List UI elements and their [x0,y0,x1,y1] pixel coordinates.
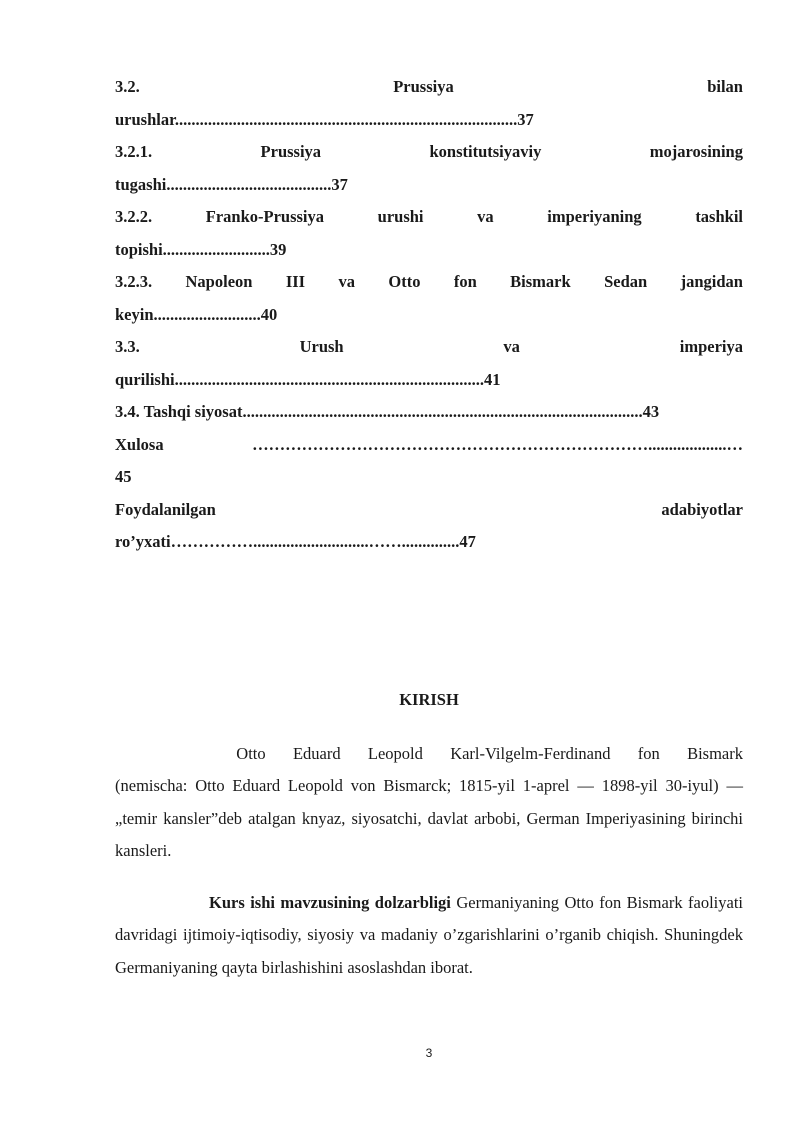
toc-line [115,432,743,465]
toc-leader-line: 3.4. Tashqi siyosat.................................................................................................43 [115,402,660,421]
toc-word: urushi [377,207,424,226]
intro-paragraph [115,738,743,867]
word: Eduard [292,744,341,763]
toc-leader-line: keyin..........................40 [115,304,278,324]
toc-line [115,497,743,530]
toc-word: Prussiya [260,142,322,161]
toc-entry-3-2-1[interactable] [115,139,743,204]
toc-entry-xulosa[interactable] [115,432,743,497]
toc-entry-3-4[interactable] [115,399,743,432]
toc-leader-dots: ………………………………………………………………...................… [252,434,743,454]
toc-word: Bismark [510,272,571,291]
toc-word: konstitutsiyaviy [429,142,542,161]
toc-line [115,269,743,302]
toc-leader-line: ro’yxati……………............................……..............47 [115,532,476,551]
toc-entry-3-2-2[interactable] [115,204,743,269]
toc-word: jangidan [680,272,743,291]
toc-word: tashkil [695,207,743,226]
page-number: 3 [425,1046,433,1060]
toc-word: 3.2. [115,77,140,96]
paragraph-body: Germaniyaning Otto fon Bismark faoliyati davridagi ijtimoiy-iqtisodiy, siyosiy va madaniy o’zgarishlarini o’rganib chiqish. Shuningdek Germaniyaning qayta birlashishini asoslashdan iborat. [115,893,744,977]
toc-leader-line: topishi..........................39 [115,239,287,259]
toc-word: va [338,272,355,291]
toc-line [115,139,743,172]
toc-leader-line: tugashi........................................37 [115,174,348,194]
toc-word: mojarosining [649,142,743,161]
toc-word: imperiyaning [547,207,642,226]
toc-word: Foydalanilgan [115,499,216,519]
toc-entry-3-3[interactable] [115,334,743,399]
word: Karl-Vilgelm-Ferdinand [450,744,611,763]
toc-line [115,334,743,367]
toc-word: fon [453,272,477,291]
toc-entry-3-2[interactable] [115,74,743,139]
toc-word: 3.2.1. [115,142,153,161]
toc-word: Prussiya [393,77,454,96]
toc-word: bilan [707,77,743,96]
toc-word: 3.3. [115,337,140,356]
table-of-contents [115,74,743,562]
toc-word: Otto [388,272,421,291]
toc-word: va [503,337,520,356]
toc-page-number: 45 [115,467,132,486]
toc-word: Urush [299,337,344,356]
toc-leader-line: urushlar...................................................................................37 [115,109,534,129]
relevance-paragraph [115,887,743,984]
toc-leader-line: qurilishi...........................................................................41 [115,369,501,389]
toc-word: 3.2.2. [115,207,153,226]
toc-word: Franko-Prussiya [205,207,325,226]
section-heading: KIRISH [399,690,459,709]
toc-word: imperiya [679,337,743,356]
toc-entry-adabiyotlar[interactable] [115,497,743,562]
toc-word: 3.2.3. [115,272,153,291]
toc-word: III [285,272,306,291]
paragraph-first-line [115,738,743,770]
word: Bismark [687,744,743,763]
toc-word: Xulosa [115,434,164,454]
toc-word: va [477,207,494,226]
toc-line [115,74,743,107]
word: fon [637,744,660,763]
toc-line [115,204,743,237]
word: Leopold [367,744,423,763]
paragraph-indent [115,738,209,770]
toc-word: adabiyotlar [661,499,743,519]
toc-entry-3-2-3[interactable] [115,269,743,334]
toc-word: Napoleon [185,272,253,291]
bold-lead: Kurs ishi mavzusining dolzarbligi [209,893,451,912]
paragraph-body: (nemischa: Otto Eduard Leopold von Bismarck; 1815-yil 1-aprel — 1898-yil 30-iyul) — „temir kansler”deb atalgan knyaz, siyosatchi, davlat arbobi, German Imperiyasining birinchi kansleri. [115,776,743,860]
toc-word: Sedan [604,272,648,291]
word: Otto [236,744,266,763]
